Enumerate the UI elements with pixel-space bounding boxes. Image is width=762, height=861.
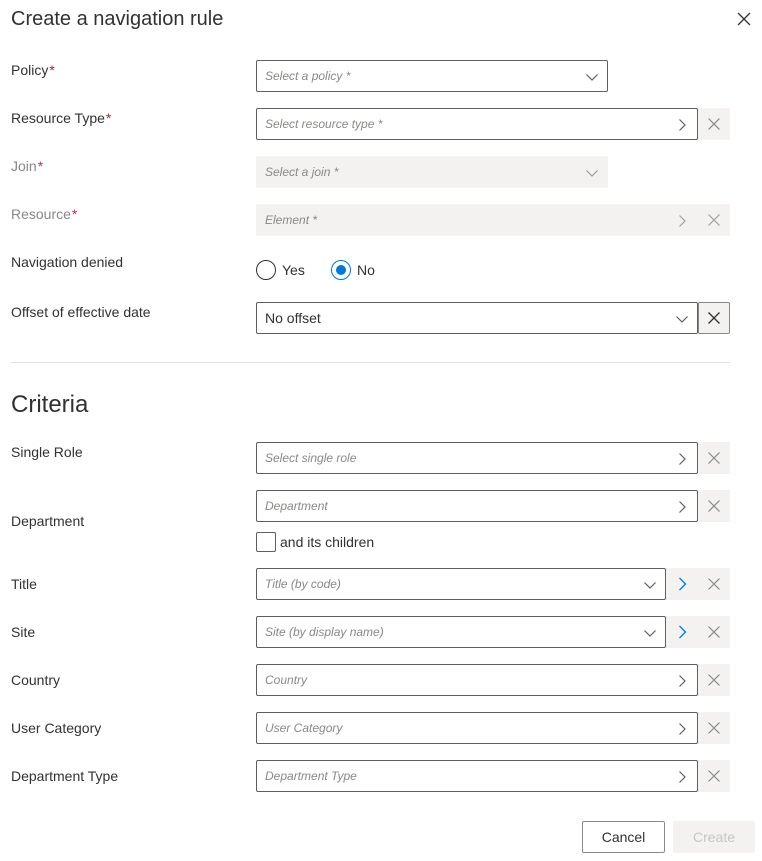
site-browse-button[interactable] — [666, 616, 698, 648]
single-role-label: Single Role — [11, 444, 83, 460]
offset-label: Offset of effective date — [11, 304, 151, 320]
user-category-placeholder: User Category — [265, 721, 343, 735]
department-type-clear-button[interactable] — [698, 760, 730, 792]
chevron-down-icon — [643, 626, 657, 640]
single-role-picker[interactable] — [256, 442, 698, 474]
chevron-right-icon — [675, 722, 689, 736]
navigation-denied-no-radio[interactable] — [331, 260, 351, 280]
offset-clear-button[interactable] — [698, 302, 730, 334]
chevron-right-icon — [675, 625, 689, 639]
user-category-label: User Category — [11, 720, 102, 736]
department-label: Department — [11, 513, 85, 529]
create-button[interactable]: Create — [673, 821, 755, 853]
user-category-picker[interactable] — [256, 712, 698, 744]
offset-dropdown[interactable] — [256, 302, 698, 334]
title-clear-button[interactable] — [698, 568, 730, 600]
chevron-down-icon — [643, 578, 657, 592]
clear-icon — [707, 721, 721, 735]
clear-icon — [707, 769, 721, 783]
resource-clear-button — [698, 204, 730, 236]
chevron-right-icon — [675, 452, 689, 466]
title-dropdown[interactable] — [256, 568, 666, 600]
chevron-right-icon — [675, 118, 689, 132]
department-type-placeholder: Department Type — [265, 769, 357, 783]
single-role-clear-button[interactable] — [698, 442, 730, 474]
department-type-label: Department Type — [11, 768, 119, 784]
chevron-right-icon — [675, 674, 689, 688]
resource-type-clear-button[interactable] — [698, 108, 730, 140]
join-placeholder: Select a join * — [265, 165, 339, 179]
dialog-title: Create a navigation rule — [11, 8, 224, 30]
clear-icon — [707, 625, 721, 639]
resource-picker — [256, 204, 698, 236]
site-label: Site — [11, 624, 36, 640]
chevron-down-icon — [585, 70, 599, 84]
site-placeholder: Site (by display name) — [265, 625, 384, 639]
user-category-clear-button[interactable] — [698, 712, 730, 744]
policy-dropdown[interactable] — [256, 60, 608, 92]
clear-icon — [707, 311, 721, 325]
join-label: Join* — [11, 158, 44, 174]
country-label: Country — [11, 672, 61, 688]
country-picker[interactable] — [256, 664, 698, 696]
chevron-right-icon — [675, 577, 689, 591]
policy-label: Policy* — [11, 62, 55, 78]
chevron-right-icon — [675, 214, 689, 228]
title-placeholder: Title (by code) — [265, 577, 341, 591]
department-clear-button[interactable] — [698, 490, 730, 522]
department-placeholder: Department — [265, 499, 328, 513]
resource-label: Resource* — [11, 206, 78, 222]
chevron-down-icon — [675, 312, 689, 326]
navigation-denied-no-label: No — [357, 262, 375, 278]
close-icon[interactable] — [734, 9, 754, 29]
resource-type-picker[interactable] — [256, 108, 698, 140]
title-label: Title — [11, 576, 37, 592]
navigation-denied-label: Navigation denied — [11, 254, 124, 270]
clear-icon — [707, 577, 721, 591]
chevron-right-icon — [675, 500, 689, 514]
navigation-denied-yes-label: Yes — [282, 262, 305, 278]
navigation-denied-yes-radio[interactable] — [256, 260, 276, 280]
department-type-picker[interactable] — [256, 760, 698, 792]
single-role-placeholder: Select single role — [265, 451, 357, 465]
section-divider — [11, 362, 730, 363]
clear-icon — [707, 213, 721, 227]
title-browse-button[interactable] — [666, 568, 698, 600]
criteria-heading: Criteria — [11, 391, 89, 418]
clear-icon — [707, 673, 721, 687]
resource-type-placeholder: Select resource type * — [265, 117, 383, 131]
chevron-down-icon — [585, 166, 599, 180]
resource-type-label: Resource Type* — [11, 110, 112, 126]
department-picker[interactable] — [256, 490, 698, 522]
clear-icon — [707, 451, 721, 465]
country-clear-button[interactable] — [698, 664, 730, 696]
offset-value: No offset — [265, 310, 321, 326]
chevron-right-icon — [675, 770, 689, 784]
clear-icon — [707, 499, 721, 513]
and-its-children-checkbox[interactable] — [256, 532, 276, 552]
cancel-button[interactable]: Cancel — [582, 821, 665, 853]
policy-placeholder: Select a policy * — [265, 69, 351, 83]
site-clear-button[interactable] — [698, 616, 730, 648]
country-placeholder: Country — [265, 673, 308, 687]
resource-placeholder: Element * — [265, 213, 318, 227]
site-dropdown[interactable] — [256, 616, 666, 648]
clear-icon — [707, 117, 721, 131]
and-its-children-label: and its children — [280, 534, 375, 550]
join-dropdown — [256, 156, 608, 188]
